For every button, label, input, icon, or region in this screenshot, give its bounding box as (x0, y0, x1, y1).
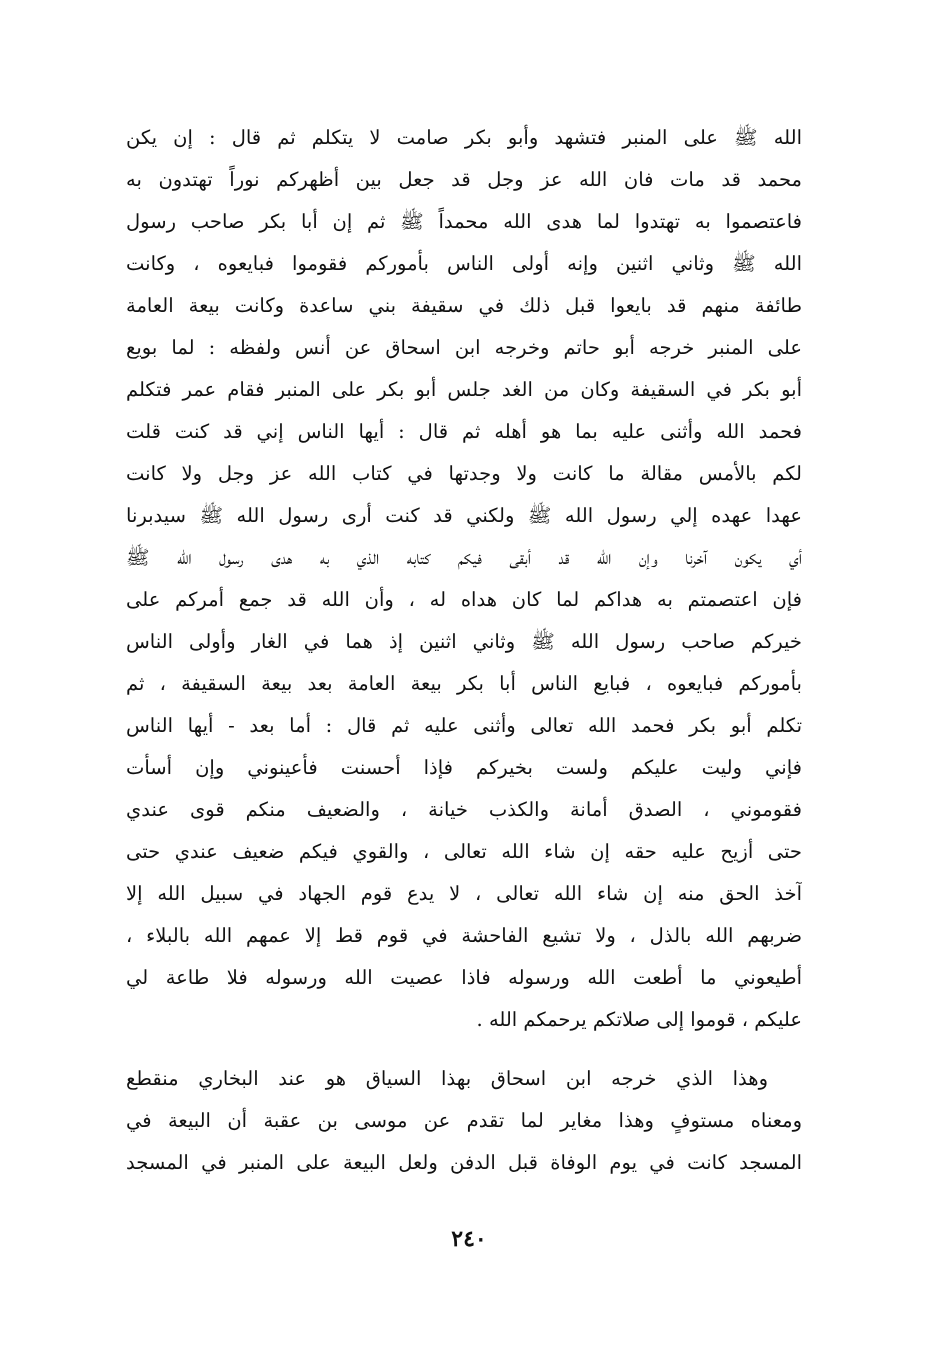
text-line: بأموركم فبايعوه ، فبايع الناس أبا بكر بيعة العامة بعد بيعة السقيفة ، ثم (126, 672, 802, 695)
text-line: فإن اعتصمتم به هداكم لما كان هداه له ، وأن الله قد جمع أمركم على (126, 588, 802, 611)
text-line: خيركم صاحب رسول الله ﷺ وثاني اثنين إذ هما في الغار وأولى الناس (126, 630, 802, 653)
text-line: لكم بالأمس مقالة ما كانت ولا وجدتها في كتاب الله عز وجل ولا كانت (126, 462, 802, 485)
text-line: عليكم ، قوموا إلى صلاتكم يرحمكم الله . (476, 1008, 802, 1031)
text-line: فإني وليت عليكم ولست بخيركم فإذا أحسنت فأعينوني وإن أسأت (126, 756, 802, 779)
text-line: وهذا الذي خرجه ابن اسحاق بهذا السياق هو عند البخاري منقطع (126, 1067, 768, 1090)
text-line: آخذ الحق منه إن شاء الله تعالى ، لا يدع قوم الجهاد في سبيل الله إلا (126, 882, 802, 905)
text-line: أطيعوني ما أطعت الله ورسوله فاذا عصيت الله ورسوله فلا طاعة لي (126, 966, 802, 989)
text-line: أي يكون آخرنا وإن الله قد أبقى فيكم كتابه الذي به هدى رسول الله ﷺ (126, 546, 802, 569)
text-line: الله ﷺ على المنبر فتشهد وأبو بكر صامت لا يتكلم ثم قال : إن يكن (126, 126, 802, 149)
paragraph-2 (126, 1058, 802, 1184)
text-line: تكلم أبو بكر فحمد الله تعالى وأثنى عليه ثم قال : أما بعد - أيها الناس (126, 714, 802, 737)
text-line: المسجد كانت في يوم الوفاة قبل الدفن ولعل البيعة على المنبر في المسجد (126, 1151, 802, 1174)
text-line: فحمد الله وأثنى عليه بما هو أهله ثم قال : أيها الناس إني قد كنت قلت (126, 420, 802, 443)
text-line: فاعتصموا به تهتدوا لما هدى الله محمداً ﷺ ثم إن أبا بكر صاحب رسول (126, 210, 802, 233)
text-line: أبو بكر في السقيفة وكان من الغد جلس أبو بكر على المنبر فقام عمر فتكلم (126, 378, 802, 401)
text-line: فقوموني ، الصدق أمانة والكذب خيانة ، والضعيف منكم قوى عندي (126, 798, 802, 821)
text-line: محمد قد مات فان الله عز وجل قد جعل بين أظهركم نوراً تهتدون به (126, 168, 802, 191)
text-line: ومعناه مستوفٍ وهذا مغاير لما تقدم عن موسى بن عقبة أن البيعة في (126, 1109, 802, 1132)
page-number: ٢٤٠ (451, 1226, 487, 1252)
text-line: ضربهم الله بالذل ، ولا تشيع الفاحشة في قوم قط إلا عمهم الله بالبلاء ، (126, 924, 802, 947)
text-line: طائفة منهم قد بايعوا قبل ذلك في سقيفة بني ساعدة وكانت بيعة العامة (126, 294, 802, 317)
text-line: الله ﷺ وثاني اثنين وإنه أولى الناس بأموركم فقوموا فبايعوه ، وكانت (126, 252, 802, 275)
paragraph-1 (126, 117, 802, 1041)
text-line: عهدا عهده إلي رسول الله ﷺ ولكني قد كنت أرى رسول الله ﷺ سيدبرنا (126, 504, 802, 527)
text-line: حتى أزيح عليه حقه إن شاء الله تعالى ، والقوي فيكم ضعيف عندي حتى (126, 840, 802, 863)
text-line: على المنبر خرجه أبو حاتم وخرجه ابن اسحاق عن أنس ولفظه : لما بويع (126, 336, 802, 359)
